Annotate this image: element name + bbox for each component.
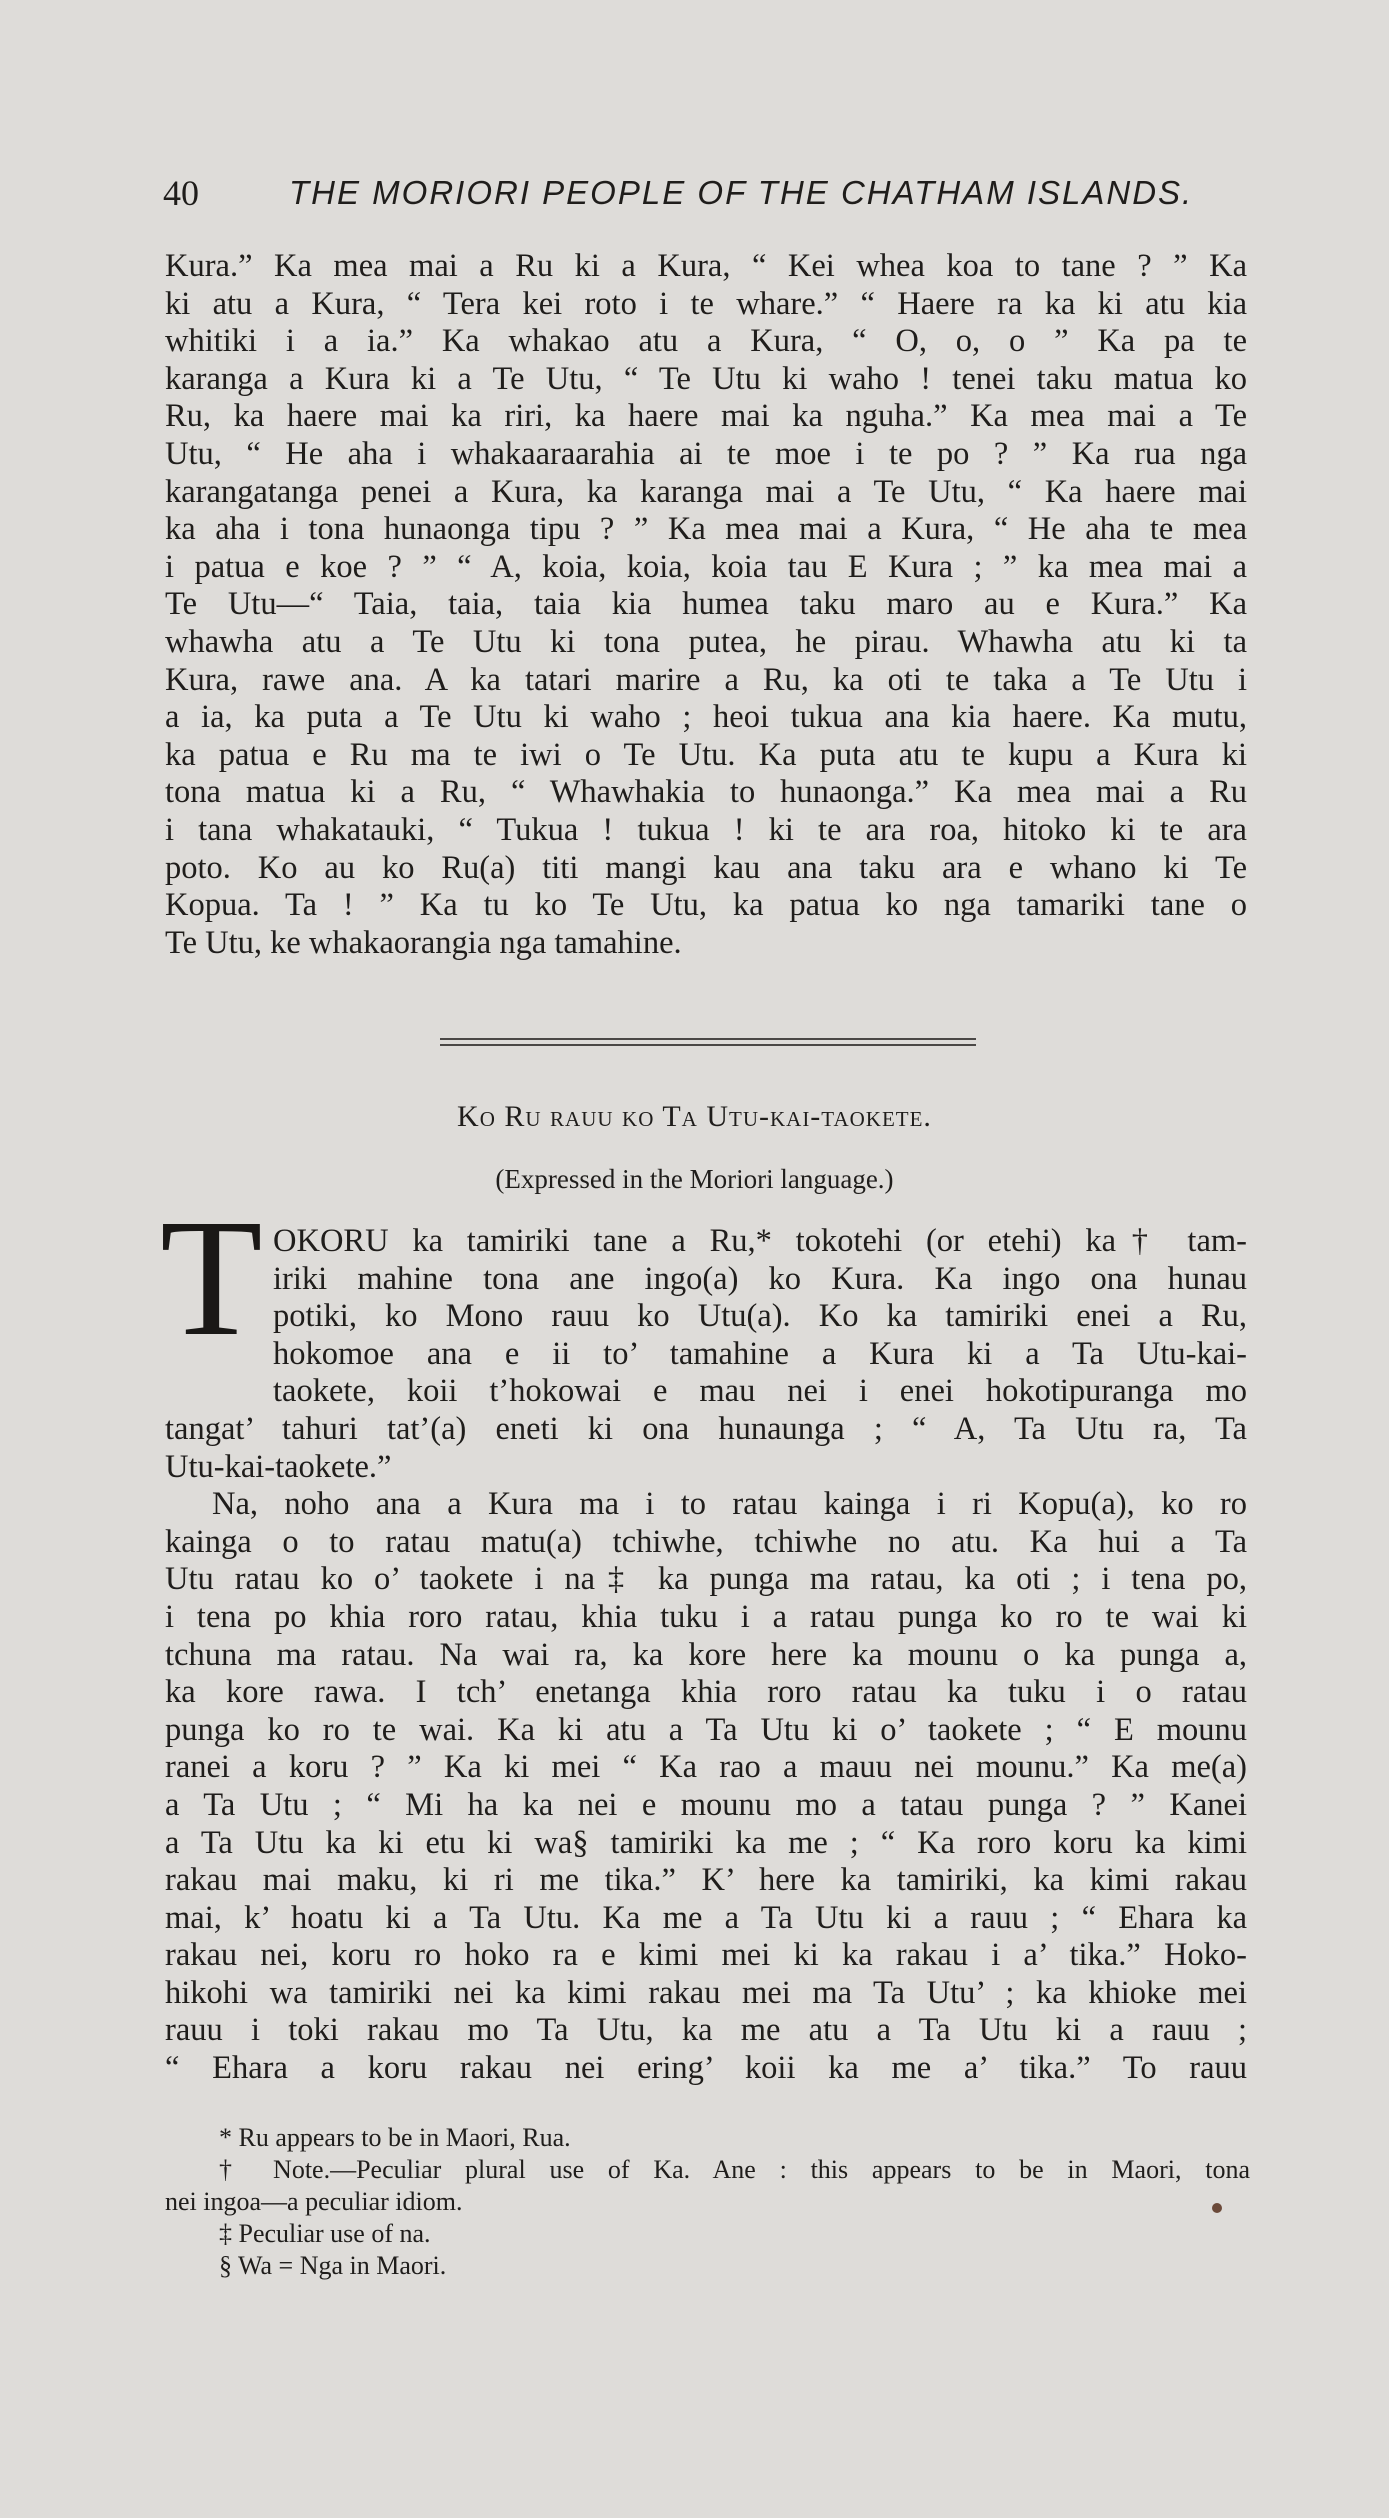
text-line: i tana whakatauki, “ Tukua ! tukua ! ki te ara roa, hitoko ki te ara [165, 811, 1247, 848]
running-title: THE MORIORI PEOPLE OF THE CHATHAM ISLANDS. [289, 174, 1194, 211]
text-line: Utu ratau ko o’ taokete i na‡ ka punga ma ratau, ka oti ; i tena po, [165, 1561, 1247, 1598]
page-header [163, 172, 1253, 222]
footnotes [165, 2122, 1250, 2282]
text-line: i tena po khia roro ratau, khia tuku i a ratau punga ko ro te wai ki [165, 1598, 1247, 1635]
section-divider [440, 1038, 976, 1046]
text-line: tchuna ma ratau. Na wai ra, ka kore here ka mounu o ka punga a, [165, 1636, 1247, 1673]
text-line: a Ta Utu ; “ Mi ha ka nei e mounu mo a tatau punga ? ” Kanei [165, 1786, 1247, 1823]
text-line: whitiki i a ia.” Ka whakao atu a Kura, “ O, o, o ” Ka pa te [165, 323, 1247, 360]
text-line: tangat’ tahuri tat’(a) eneti ki ona hunaunga ; “ A, Ta Utu ra, Ta [165, 1410, 1247, 1447]
text-line: i patua e koe ? ” “ A, koia, koia, koia tau E Kura ; ” ka mea mai a [165, 548, 1247, 585]
ink-speck [1212, 2203, 1222, 2213]
text-line: hokomoe ana e ii to’ tamahine a Kura ki a Ta Utu-kai- [273, 1335, 1247, 1372]
text-line: karangatanga penei a Kura, ka karanga mai a Te Utu, “ Ka haere mai [165, 473, 1247, 510]
text-line: Utu, “ He aha i whakaaraarahia ai te moe i te po ? ” Ka rua nga [165, 435, 1247, 472]
text-line: potiki, ko Mono rauu ko Utu(a). Ko ka tamiriki enei a Ru, [273, 1298, 1247, 1335]
text-line: Te Utu, ke whakaorangia nga tamahine. [165, 924, 682, 961]
text-line: iriki mahine tona ane ingo(a) ko Kura. Ka ingo ona hunau [273, 1260, 1247, 1297]
text-line: Kura, rawe ana. A ka tatari marire a Ru, ka oti te taka a Te Utu i [165, 661, 1247, 698]
text-line: rauu i toki rakau mo Ta Utu, ka me atu a Ta Utu ki a rauu ; [165, 2012, 1247, 2049]
text-line: Kopua. Ta ! ” Ka tu ko Te Utu, ka patua ko nga tamariki tane o [165, 887, 1247, 924]
text-line: rakau nei, koru ro hoko ra e kimi mei ki ka rakau i a’ tika.” Hoko- [165, 1937, 1247, 1974]
text-line: ka aha i tona hunaonga tipu ? ” Ka mea mai a Kura, “ He aha te mea [165, 511, 1247, 548]
paragraph-1 [165, 248, 1247, 962]
footnote: § Wa = Nga in Maori. [219, 2251, 447, 2280]
text-line: ka patua e Ru ma te iwi o Te Utu. Ka puta atu te kupu a Kura ki [165, 736, 1247, 773]
text-line: ki atu a Kura, “ Tera kei roto i te whare.” “ Haere ra ka ki atu kia [165, 285, 1247, 322]
text-line: ranei a koru ? ” Ka ki mei “ Ka rao a mauu nei mounu.” Ka me(a) [165, 1749, 1247, 1786]
paragraph-2 [165, 1223, 1247, 2088]
text-line: ka kore rawa. I tch’ enetanga khia roro ratau ka tuku i o ratau [165, 1674, 1247, 1711]
text-line: Na, noho ana a Kura ma i to ratau kainga i ri Kopu(a), ko ro [212, 1486, 1247, 1523]
text-line: Te Utu—“ Taia, taia, taia kia humea taku maro au e Kura.” Ka [165, 586, 1247, 623]
footnote: nei ingoa—a peculiar idiom. [165, 2187, 463, 2216]
footnote: * Ru appears to be in Maori, Rua. [219, 2123, 571, 2152]
text-line: rakau mai maku, ki ri me tika.” K’ here ka tamiriki, ka kimi rakau [165, 1862, 1247, 1899]
footnote: † Note.—Peculiar plural use of Ka. Ane : this appears to be in Maori, tona [219, 2155, 1250, 2184]
text-line: mai, k’ hoatu ki a Ta Utu. Ka me a Ta Utu ki a rauu ; “ Ehara ka [165, 1899, 1247, 1936]
text-line: “ Ehara a koru rakau nei ering’ koii ka me a’ tika.” To rauu [165, 2050, 1247, 2087]
text-line: hikohi wa tamiriki nei ka kimi rakau mei ma Ta Utu’ ; ka khioke mei [165, 1974, 1247, 2011]
text-line: karanga a Kura ki a Te Utu, “ Te Utu ki waho ! tenei taku matua ko [165, 360, 1247, 397]
section-subtitle: (Expressed in the Moriori language.) [495, 1164, 894, 1194]
text-line: poto. Ko au ko Ru(a) titi mangi kau ana taku ara e whano ki Te [165, 849, 1247, 886]
text-line: OKORU ka tamiriki tane a Ru,* tokotehi (or etehi) ka† tam- [273, 1223, 1247, 1259]
footnote: ‡ Peculiar use of na. [219, 2219, 431, 2248]
text-line: Utu-kai-taokete.” [165, 1448, 392, 1485]
section-title: Ko Ru rauu ko Ta Utu-kai-taokete. [457, 1100, 932, 1133]
text-line: Ru, ka haere mai ka riri, ka haere mai ka nguha.” Ka mea mai a Te [165, 398, 1247, 435]
text-line: a Ta Utu ka ki etu ki wa§ tamiriki ka me ; “ Ka roro koru ka kimi [165, 1824, 1247, 1861]
text-line: Kura.” Ka mea mai a Ru ki a Kura, “ Kei whea koa to tane ? ” Ka [165, 248, 1247, 284]
drop-cap: T [160, 1185, 263, 1371]
text-line: tona matua ki a Ru, “ Whawhakia to hunaonga.” Ka mea mai a Ru [165, 774, 1247, 811]
page-number: 40 [163, 173, 199, 213]
text-line: kainga o to ratau matu(a) tchiwhe, tchiwhe no atu. Ka hui a Ta [165, 1523, 1247, 1560]
text-line: whawha atu a Te Utu ki tona putea, he pirau. Whawha atu ki ta [165, 623, 1247, 660]
text-line: punga ko ro te wai. Ka ki atu a Ta Utu ki o’ taokete ; “ E mounu [165, 1711, 1247, 1748]
text-line: taokete, koii t’hokowai e mau nei i enei hokotipuranga mo [273, 1373, 1247, 1410]
text-line: a ia, ka puta a Te Utu ki waho ; heoi tukua ana kia haere. Ka mutu, [165, 699, 1247, 736]
